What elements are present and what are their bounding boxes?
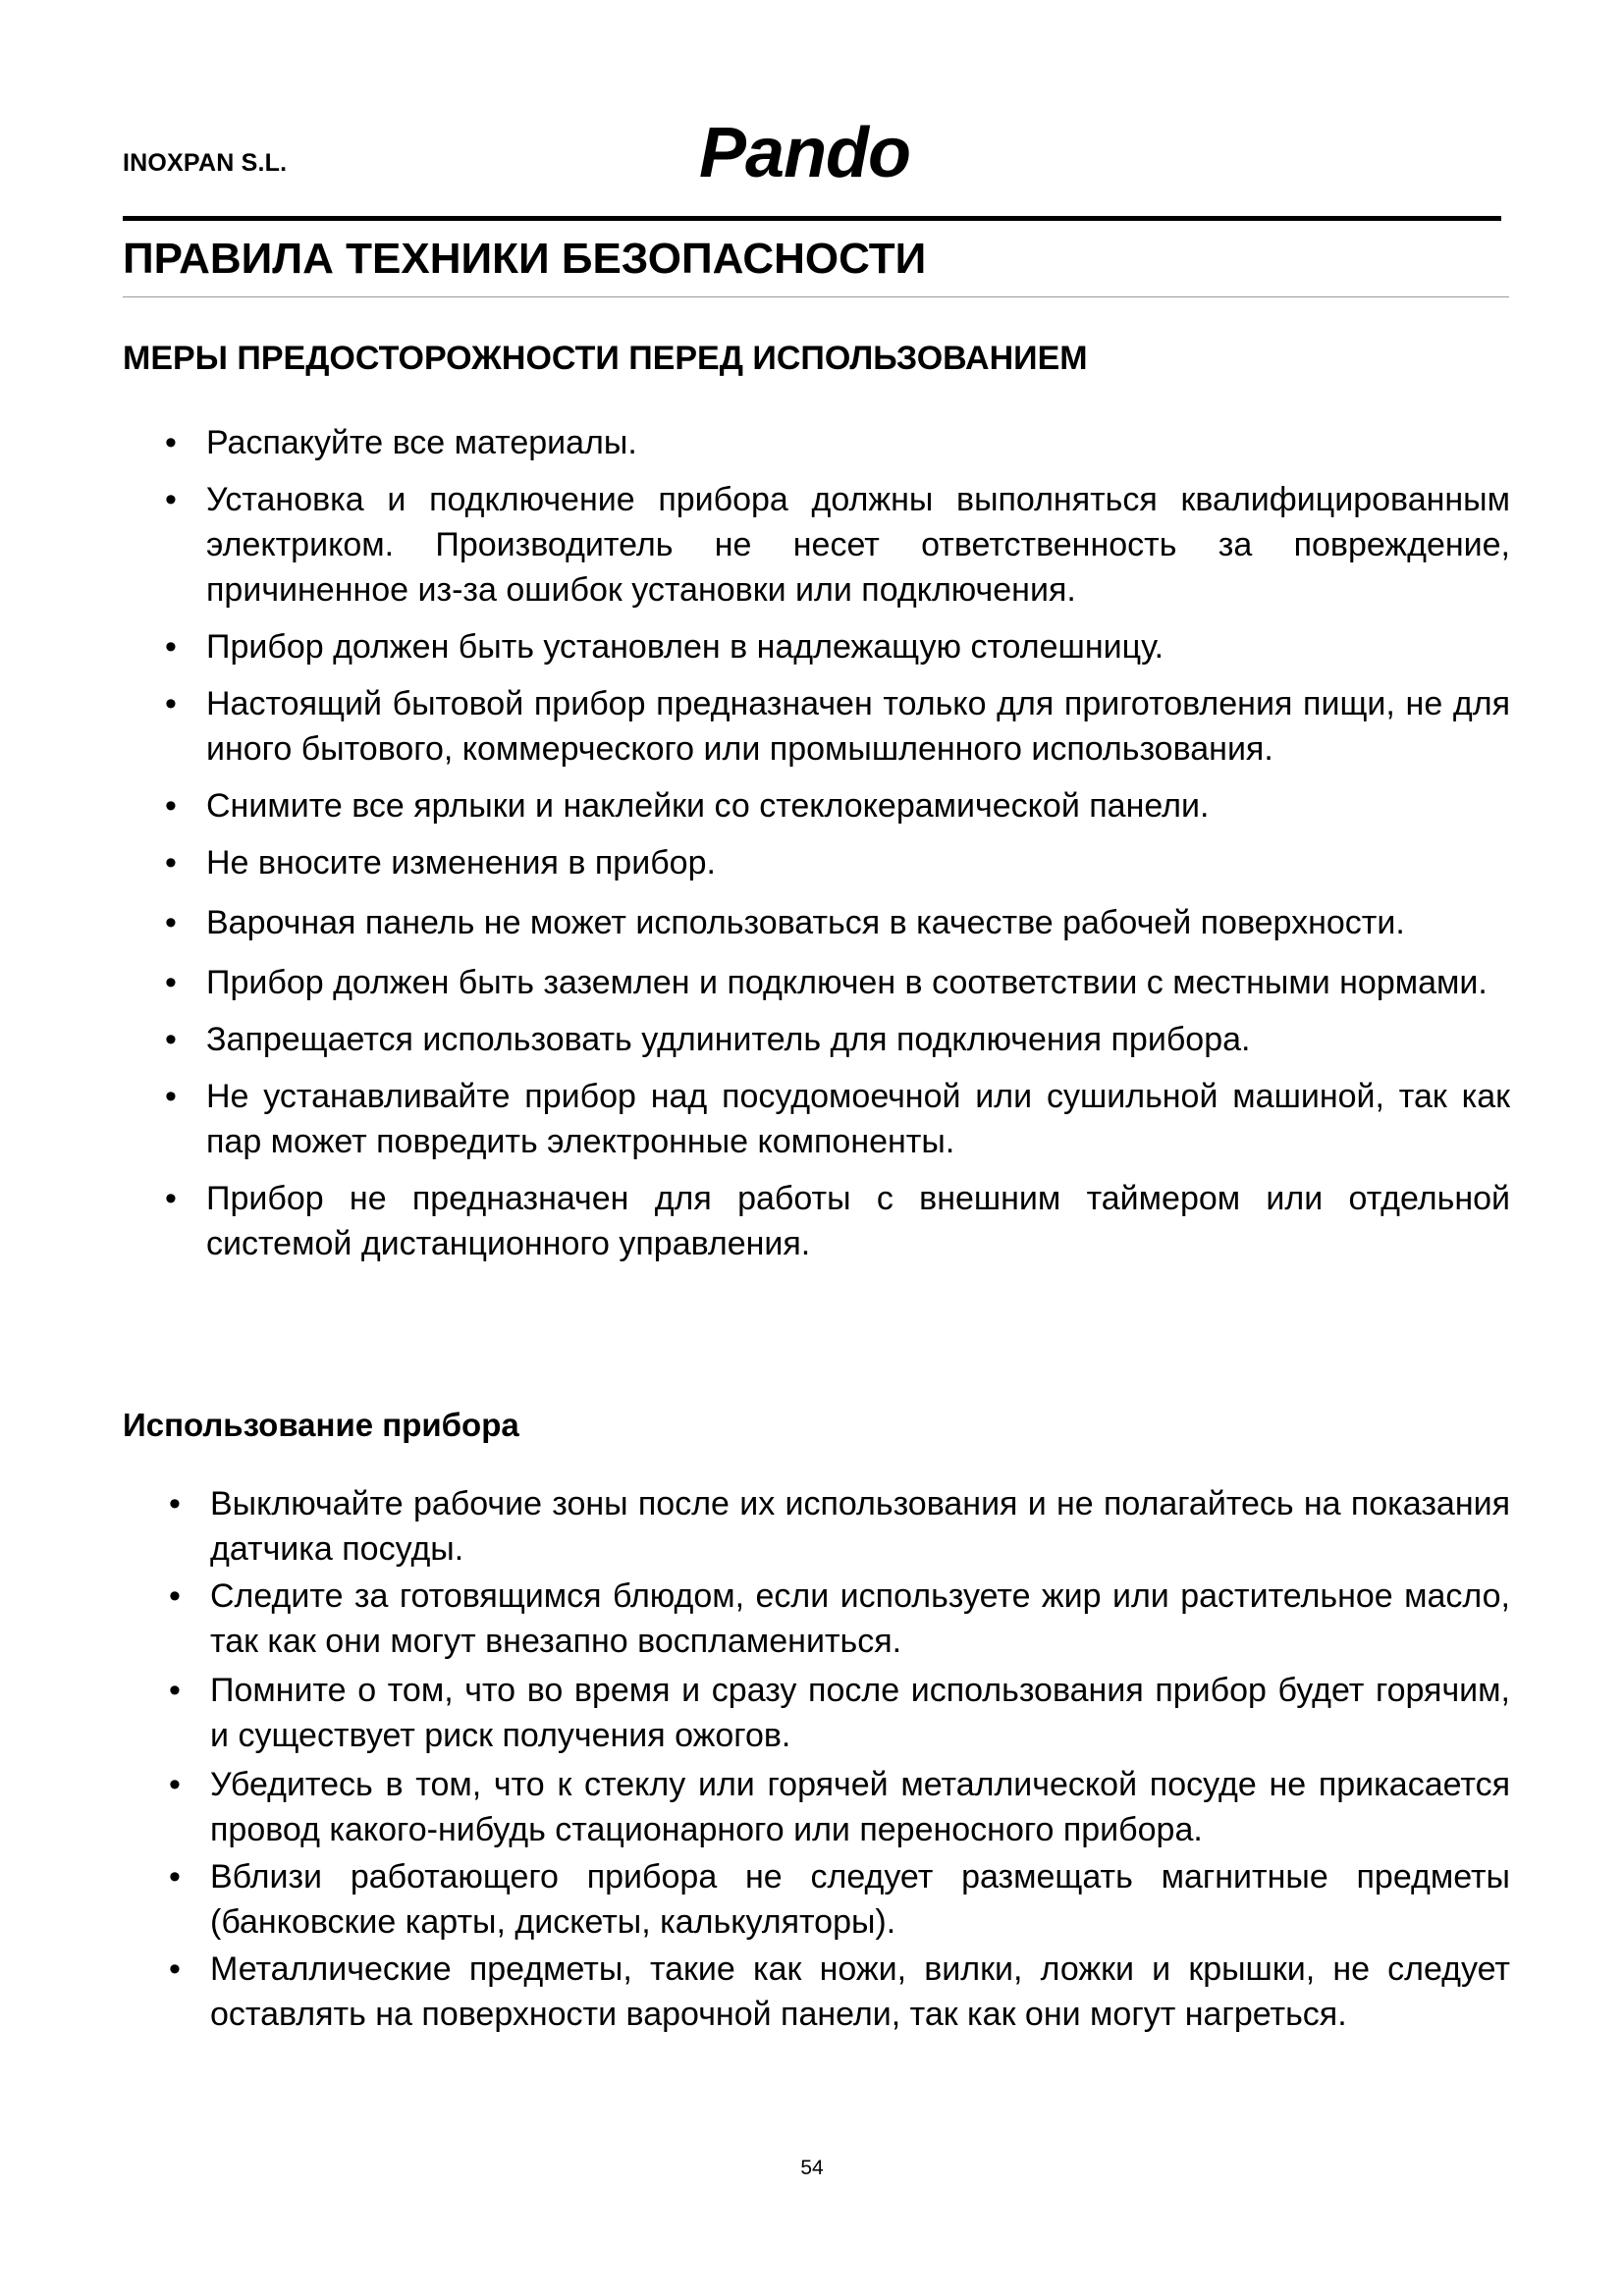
list-item-text: Металлические предметы, такие как ножи, вилки, ложки и крышки, не следует оставлять на поверхности варочной панели, так как они могут нагреться. <box>210 1950 1510 2033</box>
list-item <box>169 1574 1510 1664</box>
list-item <box>165 477 1510 613</box>
bullet-icon: • <box>165 904 177 941</box>
bullet-icon: • <box>165 628 177 666</box>
usage-heading: Использование прибора <box>123 1407 519 1443</box>
list-item <box>165 960 1510 1005</box>
list-item <box>165 624 1510 669</box>
list-item <box>165 897 1510 948</box>
bullet-icon: • <box>169 1950 181 1988</box>
list-item-text: Помните о том, что во время и сразу после использования прибор будет горячим, и существует риск получения ожогов. <box>210 1672 1510 1754</box>
page-number: 54 <box>800 2157 824 2179</box>
usage-list <box>0 1481 1624 2037</box>
list-item-text: Установка и подключение прибора должны выполняться квалифицированным электриком. Производитель не несет ответственность за повреждение, причиненное из-за ошибок установки или подключения. <box>206 481 1510 609</box>
list-item <box>165 681 1510 772</box>
list-item-text: Прибор не предназначен для работы с внешним таймером или отдельной системой дистанционного управления. <box>206 1180 1510 1262</box>
list-item-text: Распакуйте все материалы. <box>206 424 637 461</box>
bullet-icon: • <box>165 1021 177 1058</box>
bullet-icon: • <box>165 964 177 1001</box>
list-item <box>165 840 1510 885</box>
list-item <box>169 1947 1510 2037</box>
title-divider <box>123 296 1509 297</box>
list-item-text: Запрещается использовать удлинитель для подключения прибора. <box>206 1021 1251 1058</box>
bullet-icon: • <box>165 1078 177 1115</box>
list-item <box>169 1668 1510 1758</box>
bullet-icon: • <box>169 1577 181 1615</box>
list-item-text: Снимите все ярлыки и наклейки со стеклокерамической панели. <box>206 787 1210 825</box>
bullet-icon: • <box>165 1180 177 1217</box>
precautions-list <box>0 420 1624 1266</box>
list-item <box>165 1017 1510 1062</box>
list-item-text: Выключайте рабочие зоны после их использования и не полагайтесь на показания датчика посуды. <box>210 1485 1510 1568</box>
list-item-text: Не вносите изменения в прибор. <box>206 844 716 881</box>
bullet-icon: • <box>165 685 177 722</box>
bullet-icon: • <box>169 1485 181 1522</box>
list-item <box>169 1854 1510 1945</box>
bullet-icon: • <box>169 1672 181 1709</box>
list-item-text: Следите за готовящимся блюдом, если используете жир или растительное масло, так как они могут внезапно воспламениться. <box>210 1577 1510 1660</box>
list-item-text: Вблизи работающего прибора не следует размещать магнитные предметы (банковские карты, дискеты, калькуляторы). <box>210 1858 1510 1941</box>
list-item <box>169 1762 1510 1852</box>
bullet-icon: • <box>169 1858 181 1896</box>
bullet-icon: • <box>165 424 177 461</box>
list-item <box>165 1074 1510 1164</box>
header-divider <box>123 216 1501 221</box>
list-item <box>169 1481 1510 1572</box>
list-item <box>165 420 1510 465</box>
list-item-text: Убедитесь в том, что к стеклу или горячей металлической посуде не прикасается провод какого-нибудь стационарного или переносного прибора. <box>210 1766 1510 1848</box>
bullet-icon: • <box>165 787 177 825</box>
list-item-text: Прибор должен быть заземлен и подключен в соответствии с местными нормами. <box>206 964 1488 1001</box>
brand-logo: Pando <box>699 114 911 192</box>
list-item-text: Прибор должен быть установлен в надлежащую столешницу. <box>206 628 1164 666</box>
bullet-icon: • <box>165 844 177 881</box>
page-title: ПРАВИЛА ТЕХНИКИ БЕЗОПАСНОСТИ <box>123 235 927 283</box>
list-item-text: Не устанавливайте прибор над посудомоечной или сушильной машиной, так как пар может повредить электронные компоненты. <box>206 1078 1510 1160</box>
list-item-text: Варочная панель не может использоваться в качестве рабочей поверхности. <box>206 904 1405 941</box>
list-item <box>165 1176 1510 1266</box>
list-item-text: Настоящий бытовой прибор предназначен только для приготовления пищи, не для иного бытового, коммерческого или промышленного использования. <box>206 685 1510 768</box>
company-name: INOXPAN S.L. <box>123 149 288 177</box>
section-heading: МЕРЫ ПРЕДОСТОРОЖНОСТИ ПЕРЕД ИСПОЛЬЗОВАНИЕМ <box>123 340 1088 377</box>
list-item <box>165 783 1510 828</box>
bullet-icon: • <box>169 1766 181 1803</box>
bullet-icon: • <box>165 481 177 518</box>
